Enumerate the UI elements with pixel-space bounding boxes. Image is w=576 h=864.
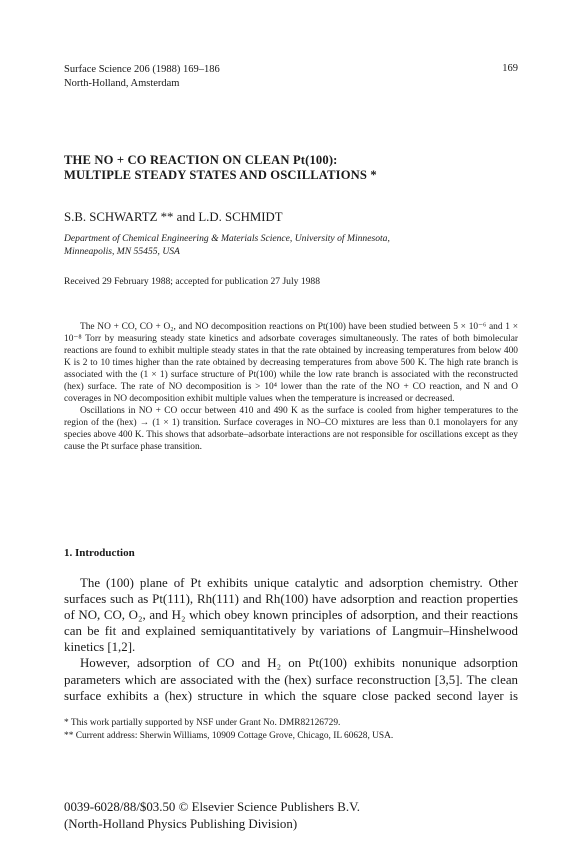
title-line-2: MULTIPLE STEADY STATES AND OSCILLATIONS *	[64, 168, 377, 182]
abstract-paragraph-2: Oscillations in NO + CO occur between 410 and 490 K as the surface is cooled from higher temperatures to the region of the (hex) → (1 × 1) transition. Surface coverages in NO–CO mixtures are less than 0.1 monolayers for any species above 400 K. This shows that adsorbate–adsorbate interactions are not responsible for oscillations except as they cause the Pt surface phase transition.	[64, 406, 518, 452]
footnote-1: * This work partially supported by NSF under Grant No. DMR82126729.	[64, 718, 341, 728]
section-heading-introduction: 1. Introduction	[64, 547, 135, 559]
introduction-body	[64, 575, 518, 705]
footnotes	[64, 717, 524, 742]
publisher-imprint	[64, 799, 360, 832]
imprint-line-2: (North-Holland Physics Publishing Division)	[64, 816, 298, 831]
affiliation-line-2: Minneapolis, MN 55455, USA	[64, 246, 180, 257]
imprint-line-1: 0039-6028/88/$03.50 © Elsevier Science Publishers B.V.	[64, 800, 360, 814]
affiliation-line-1: Department of Chemical Engineering & Materials Science, University of Minnesota,	[64, 233, 390, 244]
article-title	[64, 153, 524, 183]
author-list: S.B. SCHWARTZ ** and L.D. SCHMIDT	[64, 210, 283, 224]
footnote-2: ** Current address: Sherwin Williams, 10909 Cottage Grove, Chicago, IL 60628, USA.	[64, 730, 394, 741]
title-line-1: THE NO + CO REACTION ON CLEAN Pt(100):	[64, 153, 338, 167]
introduction-paragraph-2: However, adsorption of CO and H₂ on Pt(100) exhibits nonunique adsorption parameters which are associated with the (hex) surface reconstruction [3,5]. The clean surface exhibits a (hex) structure in which the square close packed second layer is	[64, 656, 518, 703]
journal-citation	[64, 63, 220, 91]
page-number: 169	[502, 63, 518, 74]
affiliation	[64, 232, 524, 258]
journal-line-1: Surface Science 206 (1988) 169–186	[64, 64, 220, 75]
received-dates: Received 29 February 1988; accepted for publication 27 July 1988	[64, 276, 321, 287]
abstract-paragraph-1: The NO + CO, CO + O₂, and NO decomposition reactions on Pt(100) have been studied between 5 × 10⁻⁶ and 1 × 10⁻⁸ Torr by measuring steady state kinetics and adsorbate coverages simultaneously. The rates of both bimolecular reactions are found to exhibit multiple steady states in that the rate obtained by increasing temperatures from below 400 K is 2 to 10 times higher than the rate obtained by decreasing temperatures from above 500 K. The high rate branch is associated with the (1 × 1) surface structure of Pt(100) while the low rate branch is associated with the reconstructed (hex) surface. The rate of NO decomposition is > 10⁴ lower than the rate of the NO + CO reaction, and N and O coverages in NO decomposition exhibit multiple values when the temperature is increased or decreased.	[64, 322, 518, 404]
introduction-paragraph-1: The (100) plane of Pt exhibits unique catalytic and adsorption chemistry. Other surfaces such as Pt(111), Rh(111) and Rh(100) have adsorption and reaction properties of NO, CO, O₂, and H₂ which obey known principles of adsorption, and their reactions can be fit and explained semiquantitatively by variations of Langmuir–Hinshelwood kinetics [1,2].	[64, 576, 518, 655]
abstract	[64, 321, 518, 453]
journal-line-2: North-Holland, Amsterdam	[64, 78, 180, 89]
